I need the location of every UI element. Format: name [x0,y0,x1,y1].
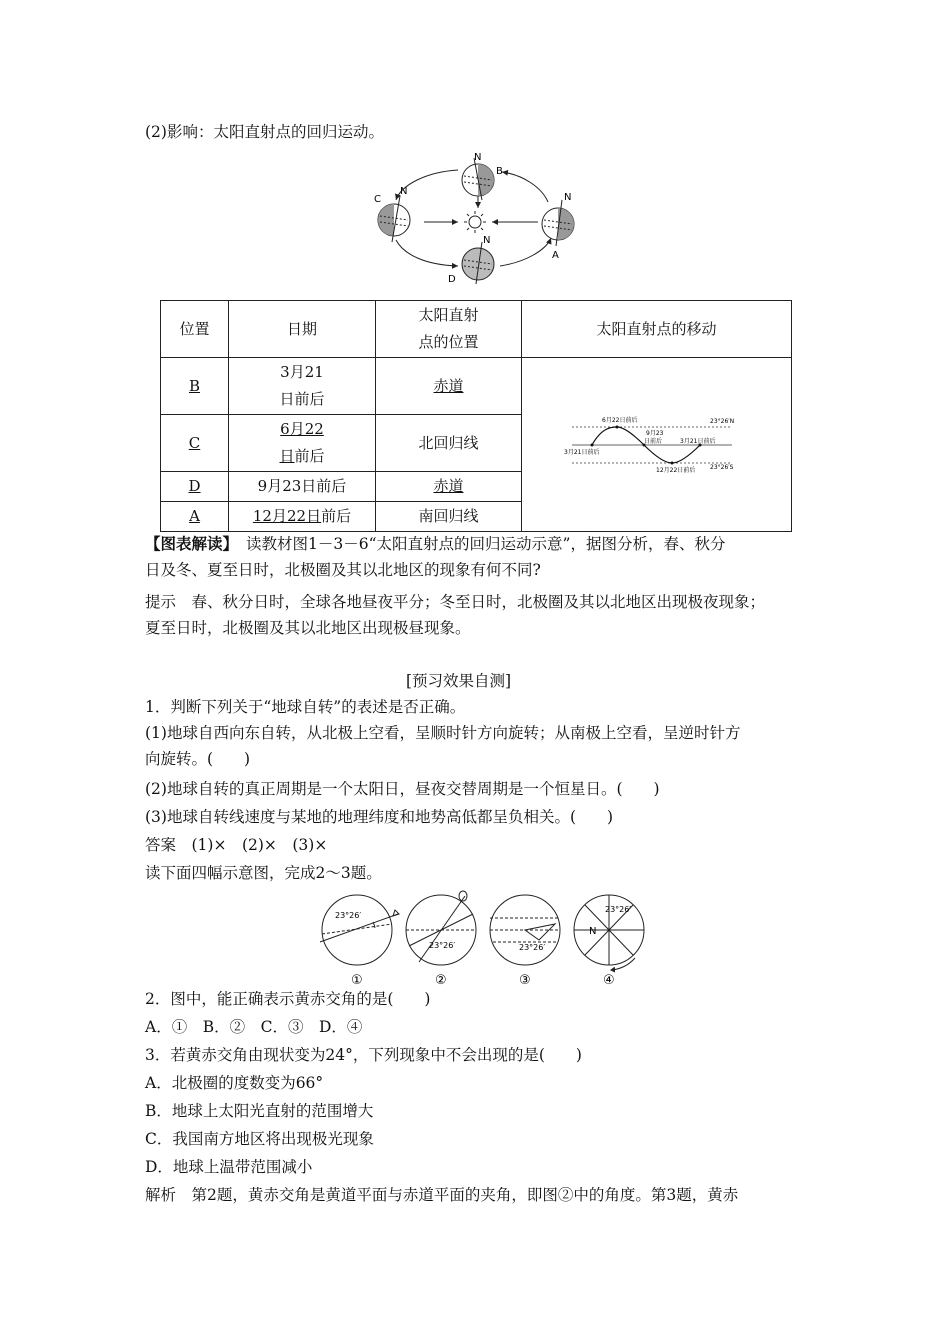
globe-c-icon [378,196,410,242]
th-position: 位置 [161,301,229,358]
direct-point-wave-diagram [562,405,752,485]
q1-item3: (3)地球自转线速度与某地的地理纬度和地势高低都呈负相关。( ) [145,808,614,826]
circle-3-angle: 23°26′ [519,943,546,952]
circle-diagram-3 [490,895,560,988]
circle-4-north: N [589,926,597,937]
circle-1-label: ① [351,973,363,988]
q3-stem: 3．若黄赤交角由现状变为24°，下列现象中不会出现的是( ) [145,1046,582,1064]
cell-pos-c: C [188,433,201,452]
reading-line-2: 日及冬、夏至日时，北极圈及其以北地区的现象有何不同? [145,561,541,579]
hint-line-1: 提示 春、秋分日时，全球各地昼夜平分；冬至日时，北极圈及其以北地区出现极夜现象； [145,593,766,611]
orbit-label-n-a: N [564,192,572,203]
th-point-position: 太阳直射 点的位置 [376,301,522,358]
figure-intro: 读下面四幅示意图，完成2～3题。 [145,864,382,882]
cell-date-d: 9月23日前后 [229,472,376,502]
circle-1-angle: 23°26′ [335,911,362,920]
q1-item1-line2: 向旋转。( ) [145,750,251,768]
orbit-diagram [366,150,586,285]
wave-label-sep: 9月23 [645,429,663,437]
orbit-label-d: D [448,274,456,285]
cell-date-b: 3月21 日前后 [229,358,376,415]
orbit-label-n-d: N [483,235,491,246]
cell-pos-a: A [189,507,200,525]
q1-item2: (2)地球自转的真正周期是一个太阳日，昼夜交替周期是一个恒星日。( ) [145,780,660,798]
wave-label-mar-left: 3月21日前后 [563,448,599,456]
section-heading: (2)影响：太阳直射点的回归运动。 [145,123,384,141]
orbit-label-c: C [374,194,381,205]
hint-line-2: 夏至日时，北极圈及其以北地区出现极昼现象。 [145,619,471,637]
cell-point-a: 南回归线 [376,502,522,532]
q3-option-b: B．地球上太阳光直射的范围增大 [145,1102,374,1120]
wave-label-dec: 12月22日前后 [655,466,695,474]
cell-pos-d: D [188,477,201,495]
circle-diagram-4 [574,895,644,988]
sun-icon [464,211,486,233]
cell-date-c: 6月22 日前后 [229,415,376,472]
cell-point-c: 北回归线 [376,415,522,472]
wave-label-jun: 6月22日前后 [601,416,637,424]
q1-answer: 答案 (1)× (2)× (3)× [145,836,328,854]
wave-chart-cell [522,358,792,532]
selftest-title: [预习效果自测] [406,672,512,690]
q3-option-a: A．北极圈的度数变为66° [145,1074,324,1092]
circle-diagram-1 [320,895,399,988]
table-row [161,358,792,415]
reading-label: 【图表解读】 [145,534,239,553]
reading-line-1 [145,533,725,555]
wave-label-n-lat: 23°26′N [709,417,734,425]
cell-pos-b: B [188,376,201,395]
orbit-label-n-c: N [400,186,408,197]
analysis-text: 解析 第2题，黄赤交角是黄道平面与赤道平面的夹角，即图②中的角度。第3题，黄赤 [145,1186,739,1204]
circle-3-label: ③ [519,973,531,988]
cell-point-d: 赤道 [433,477,464,495]
orbit-label-n-b: N [474,152,482,163]
wave-label-sep2: 日前后 [643,437,662,445]
globe-b-icon [462,158,494,200]
reading-text-1: 读教材图1－3－6“太阳直射点的回归运动示意”，据图分析，春、秋分 [246,535,726,553]
ecliptic-circles-figure [315,888,645,988]
th-point-movement: 太阳直射点的移动 [522,301,792,358]
circle-4-angle: 23°26′ [605,905,632,914]
circle-4-label: ④ [603,973,615,988]
q3-option-c: C．我国南方地区将出现极光现象 [145,1130,374,1148]
globe-a-icon [542,200,574,246]
wave-label-s-lat: 23°26′S [709,463,733,471]
q2-options: A．① B．② C．③ D．④ [145,1018,363,1036]
cell-date-a: 12月22日前后 [229,502,376,532]
q2-stem: 2．图中，能正确表示黄赤交角的是( ) [145,990,431,1008]
wave-label-mar-right: 3月21日前后 [679,437,715,445]
globe-d-icon [462,242,494,284]
circle-diagram-2 [406,891,476,988]
circle-2-label: ② [435,973,447,988]
th-date: 日期 [229,301,376,358]
circle-2-angle: 23°26′ [429,941,456,950]
orbit-label-a: A [552,250,559,261]
q1-stem: 1．判断下列关于“地球自转”的表述是否正确。 [145,698,466,716]
cell-point-b: 赤道 [433,376,464,395]
orbit-label-b: B [496,166,503,177]
direct-point-table [160,300,792,532]
q3-option-d: D．地球上温带范围减小 [145,1158,313,1176]
q1-item1-line1: (1)地球自西向东自转，从北极上空看，呈顺时针方向旋转；从南极上空看，呈逆时针方 [145,724,741,742]
